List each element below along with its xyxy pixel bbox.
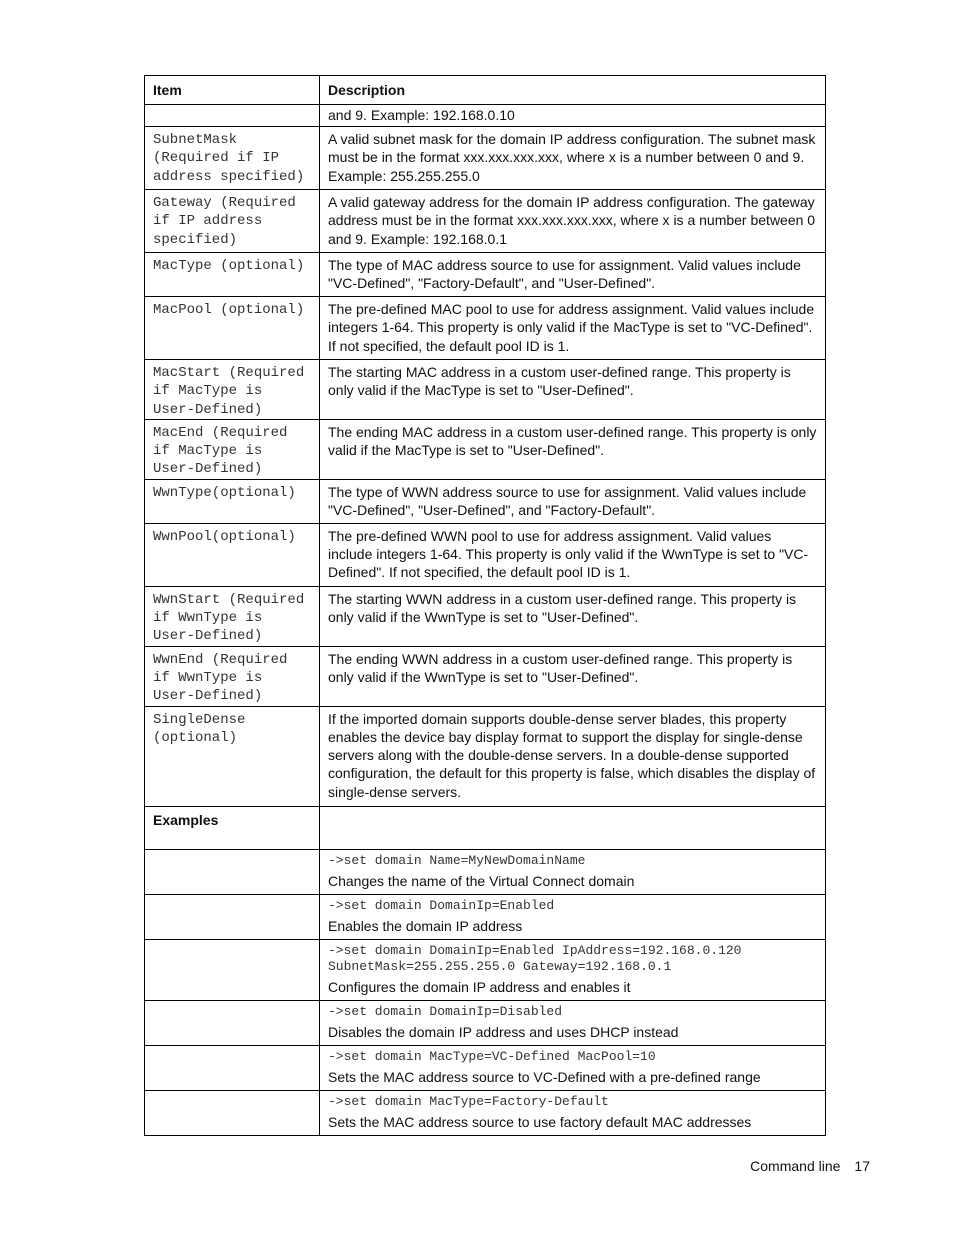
property-description: The starting MAC address in a custom user-defined range. This property is only valid if the MacType is set to "User-Defined". (320, 360, 826, 420)
property-name: WwnPool(optional) (145, 523, 320, 586)
property-description: The ending MAC address in a custom user-defined range. This property is only valid if the MacType is set to "User-Defined". (320, 419, 826, 479)
table-row (145, 419, 826, 479)
property-name: WwnStart (Required if WwnType is User-Defined) (145, 586, 320, 646)
property-description: The pre-defined WWN pool to use for address assignment. Valid values include integers 1-64. This property is only valid if the WwnType is set to "VC-Defined". If not specified, the default pool ID is 1. (320, 523, 826, 586)
example-command: ->set domain MacType=VC-Defined MacPool=10 (328, 1048, 656, 1064)
property-name: MacStart (Required if MacType is User-Defined) (145, 360, 320, 420)
table-row (145, 646, 826, 706)
examples-label: Examples (145, 806, 320, 849)
table-row (145, 105, 826, 127)
example-empty-cell (145, 849, 320, 894)
property-description: The type of MAC address source to use for assignment. Valid values include "VC-Defined", "Factory-Default", and "User-Defined". (320, 253, 826, 297)
property-table (144, 75, 826, 1136)
table-row (145, 360, 826, 420)
example-empty-cell (145, 1000, 320, 1045)
example-command: ->set domain Name=MyNewDomainName (328, 852, 586, 868)
header-item: Item (145, 76, 320, 105)
example-command: ->set domain DomainIp=Disabled (328, 1003, 563, 1019)
table-row (145, 586, 826, 646)
example-cell (320, 1045, 826, 1090)
table-row (145, 190, 826, 253)
row-description-cell: and 9. Example: 192.168.0.10 (320, 105, 826, 127)
example-cell (320, 939, 826, 1000)
example-description: Enables the domain IP address (328, 917, 523, 934)
property-name: MacEnd (Required if MacType is User-Defined) (145, 419, 320, 479)
example-empty-cell (145, 894, 320, 939)
example-command: ->set domain DomainIp=Enabled IpAddress=192.168.0.120 SubnetMask=255.255.255.0 Gateway=192.168.0.1 (328, 942, 742, 974)
property-description: The starting WWN address in a custom user-defined range. This property is only valid if the WwnType is set to "User-Defined". (320, 586, 826, 646)
property-name: WwnEnd (Required if WwnType is User-Defined) (145, 646, 320, 706)
property-name: SubnetMask (Required if IP address specified) (145, 127, 320, 190)
example-empty-cell (145, 939, 320, 1000)
property-name: MacPool (optional) (145, 297, 320, 360)
table-row (145, 523, 826, 586)
example-description: Disables the domain IP address and uses DHCP instead (328, 1023, 679, 1040)
property-name: SingleDense (optional) (145, 706, 320, 806)
property-description: A valid subnet mask for the domain IP address configuration. The subnet mask must be in the format xxx.xxx.xxx.xxx, where x is a number between 0 and 9. Example: 255.255.255.0 (320, 127, 826, 190)
example-row (145, 1045, 826, 1090)
page-footer (750, 1158, 870, 1174)
table-row (145, 253, 826, 297)
property-description: A valid gateway address for the domain IP address configuration. The gateway address must be in the format xxx.xxx.xxx.xxx, where x is a number between 0 and 9. Example: 192.168.0.1 (320, 190, 826, 253)
example-row (145, 894, 826, 939)
property-name: MacType (optional) (145, 253, 320, 297)
example-cell (320, 1090, 826, 1135)
example-command: ->set domain DomainIp=Enabled (328, 897, 555, 913)
header-description: Description (320, 76, 826, 105)
example-description: Sets the MAC address source to use factory default MAC addresses (328, 1113, 752, 1130)
example-empty-cell (145, 1090, 320, 1135)
example-row (145, 1090, 826, 1135)
table-row (145, 297, 826, 360)
table-row (145, 127, 826, 190)
footer-section: Command line (750, 1158, 841, 1174)
example-cell (320, 849, 826, 894)
example-row (145, 939, 826, 1000)
example-row (145, 849, 826, 894)
property-description: The pre-defined MAC pool to use for address assignment. Valid values include integers 1-64. This property is only valid if the MacType is set to "VC-Defined". If not specified, the default pool ID is 1. (320, 297, 826, 360)
property-name: Gateway (Required if IP address specified) (145, 190, 320, 253)
example-description: Sets the MAC address source to VC-Defined with a pre-defined range (328, 1068, 761, 1085)
example-cell (320, 1000, 826, 1045)
examples-header-row (145, 806, 826, 849)
example-command: ->set domain MacType=Factory-Default (328, 1093, 609, 1109)
page-number: 17 (854, 1158, 870, 1174)
example-description: Changes the name of the Virtual Connect domain (328, 872, 635, 889)
property-name: WwnType(optional) (145, 479, 320, 523)
example-empty-cell (145, 1045, 320, 1090)
property-description: The ending WWN address in a custom user-defined range. This property is only valid if the WwnType is set to "User-Defined". (320, 646, 826, 706)
property-description: If the imported domain supports double-dense server blades, this property enables the device bay display format to support the display for single-dense servers along with the double-dense servers. In a double-dense supported configuration, the default for this property is false, which disables the display of single-dense servers. (320, 706, 826, 806)
examples-empty-cell (320, 806, 826, 849)
example-description: Configures the domain IP address and enables it (328, 978, 631, 995)
example-cell (320, 894, 826, 939)
table-row (145, 479, 826, 523)
example-row (145, 1000, 826, 1045)
property-description: The type of WWN address source to use for assignment. Valid values include "VC-Defined", "User-Defined", and "Factory-Default". (320, 479, 826, 523)
table-row (145, 706, 826, 806)
row-item-cell (145, 105, 320, 127)
